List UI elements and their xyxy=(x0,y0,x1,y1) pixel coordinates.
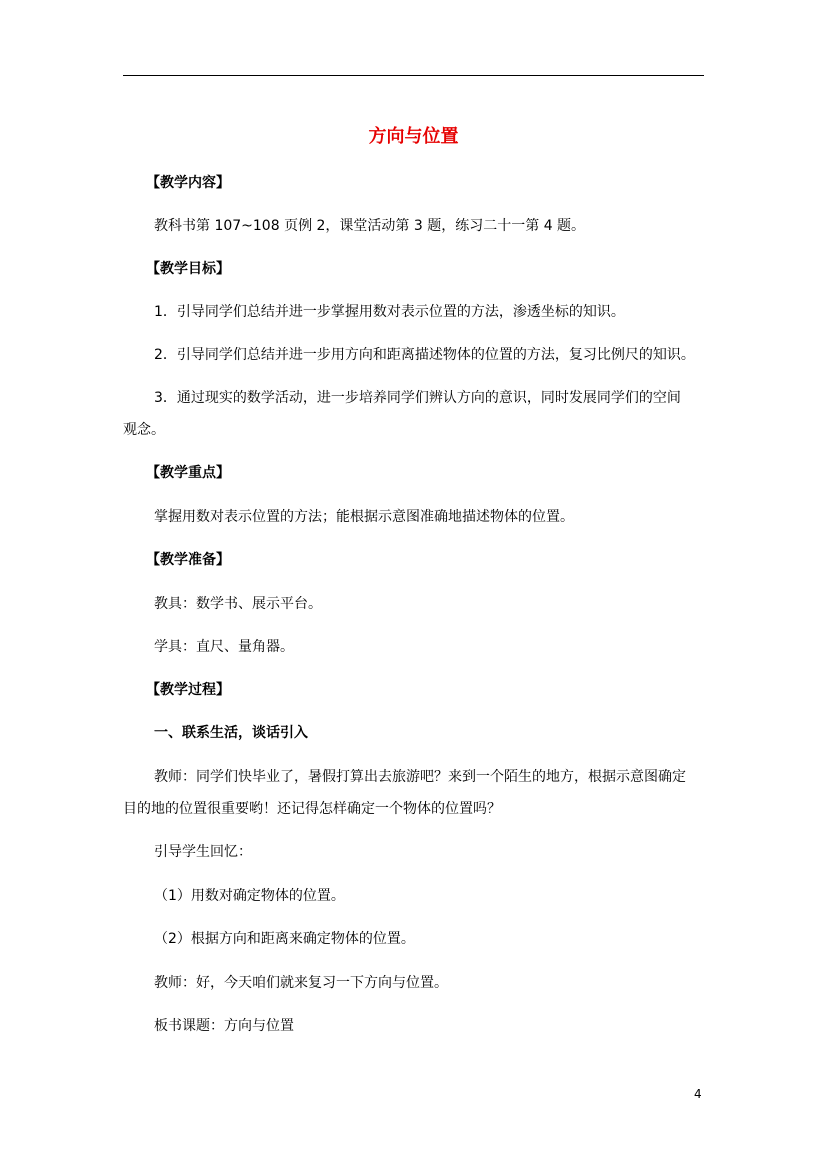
step-1-heading: 一、联系生活，谈话引入 xyxy=(154,725,308,741)
goal-3-line-2: 观念。 xyxy=(123,422,165,438)
content-text: 教科书第 107~108 页例 2，课堂活动第 3 题，练习二十一第 4 题。 xyxy=(154,218,586,234)
process-heading: 【教学过程】 xyxy=(146,682,230,698)
teacher-line-2: 目的地的位置很重要哟！还记得怎样确定一个物体的位置吗？ xyxy=(123,801,501,817)
goal-2: 2．引导同学们总结并进一步用方向和距离描述物体的位置的方法，复习比例尺的知识。 xyxy=(154,347,695,363)
recall-2: （2）根据方向和距离来确定物体的位置。 xyxy=(154,931,415,947)
prep-heading: 【教学准备】 xyxy=(146,552,230,568)
goals-heading: 【教学目标】 xyxy=(146,261,230,277)
header-rule xyxy=(123,75,704,76)
prep-student: 学具：直尺、量角器。 xyxy=(154,639,294,655)
goal-3-line-1: 3．通过现实的数学活动，进一步培养同学们辨认方向的意识，同时发展同学们的空间 xyxy=(154,390,681,406)
document-title: 方向与位置 xyxy=(368,126,459,147)
page-number: 4 xyxy=(694,1087,702,1101)
board-title: 板书课题：方向与位置 xyxy=(154,1018,294,1034)
content-heading: 【教学内容】 xyxy=(146,175,230,191)
goal-1: 1．引导同学们总结并进一步掌握用数对表示位置的方法，渗透坐标的知识。 xyxy=(154,304,625,320)
teacher-line-1: 教师：同学们快毕业了，暑假打算出去旅游吧？来到一个陌生的地方，根据示意图确定 xyxy=(154,769,686,785)
prep-teacher: 教具：数学书、展示平台。 xyxy=(154,596,322,612)
guide-text: 引导学生回忆： xyxy=(154,844,252,860)
key-heading: 【教学重点】 xyxy=(146,465,230,481)
recall-1: （1）用数对确定物体的位置。 xyxy=(154,888,345,904)
teacher-line-3: 教师：好，今天咱们就来复习一下方向与位置。 xyxy=(154,975,448,991)
key-text: 掌握用数对表示位置的方法；能根据示意图准确地描述物体的位置。 xyxy=(154,509,574,525)
